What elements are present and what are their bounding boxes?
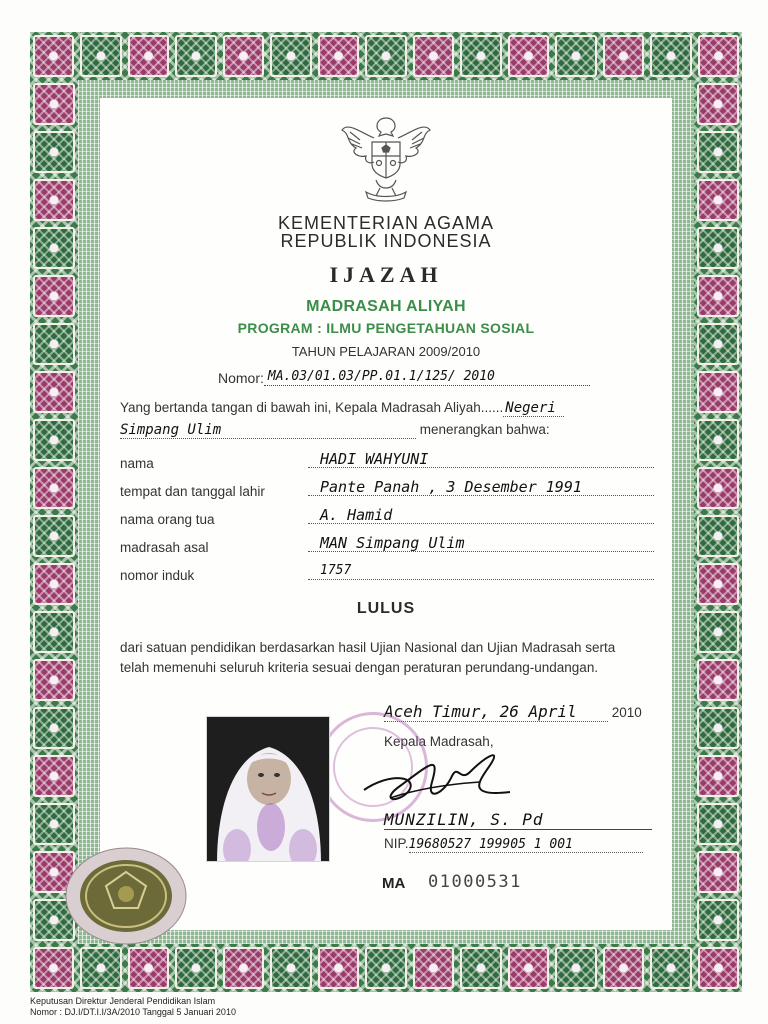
border-tile [697,899,739,941]
border-tile [603,947,644,989]
field-label-parent: nama orang tua [120,512,215,527]
border-tile [270,947,311,989]
border-tile [650,35,691,77]
certificate-number-row [218,368,590,386]
field-value-name: HADI WAHYUNI [308,450,654,468]
footer-line-2: Nomor : DJ.I/DT.I.I/3A/2010 Tanggal 5 Januari 2010 [30,1007,236,1017]
border-tile [175,947,216,989]
border-tile [33,83,75,125]
school-type: MADRASAH ALIYAH [306,298,466,315]
border-tile [697,563,739,605]
border-tile [33,275,75,317]
signature-scribble-icon [360,742,530,812]
border-tile [365,947,406,989]
border-tile [365,35,406,77]
border-tile [698,35,739,77]
border-tile [33,515,75,557]
certificate-title: IJAZAH [329,262,443,287]
border-tile [33,35,74,77]
border-tile [223,35,264,77]
border-left [30,80,78,944]
border-tile [175,35,216,77]
border-tile [318,35,359,77]
intro-suffix: menerangkan bahwa: [419,422,550,437]
border-tile [128,947,169,989]
border-tile [33,659,75,701]
border-tile [128,35,169,77]
border-tile [270,35,311,77]
field-label-origin-school: madrasah asal [120,540,209,555]
nip-row [384,836,643,853]
footer-decree [30,996,236,1018]
border-tile [223,947,264,989]
border-tile [33,563,75,605]
border-tile [697,179,739,221]
border-tile [318,947,359,989]
intro-text: Yang bertanda tangan di bawah ini, Kepala Madrasah Aliyah...... [120,400,504,415]
border-tile [33,371,75,413]
field-value-origin-school: MAN Simpang Ulim [308,534,654,552]
border-tile [555,947,596,989]
border-tile [413,947,454,989]
field-value-student-id: 1757 [308,562,654,580]
serial-prefix: MA [382,875,406,892]
intro-line-2 [120,422,550,439]
border-tile [697,707,739,749]
border-tile [33,179,75,221]
border-tile [697,83,739,125]
signer-role: Kepala Madrasah, [384,734,494,749]
statement-line-1: dari satuan pendidikan berdasarkan hasil Ujian Nasional dan Ujian Madrasah serta [120,640,616,655]
border-tile [697,851,739,893]
place-date-row [384,702,642,722]
border-tile [697,323,739,365]
border-bottom [30,944,742,992]
border-tile [413,35,454,77]
border-tile [33,227,75,269]
border-tile [697,611,739,653]
border-tile [33,419,75,461]
border-tile [33,755,75,797]
border-right [694,80,742,944]
certificate-number: MA.03/01.03/PP.01.1/125/ 2010 [264,370,590,386]
border-tile [697,227,739,269]
ministry-line-2: REPUBLIK INDONESIA [280,231,492,251]
hologram-seal-icon [62,844,190,948]
signer-name: MUNZILIN, S. Pd [384,810,544,829]
footer-line-1: Keputusan Direktur Jenderal Pendidikan Islam [30,996,216,1006]
field-label-student-id: nomor induk [120,568,195,583]
border-tile [80,947,121,989]
signature-year: 2010 [611,705,642,720]
border-tile [80,35,121,77]
border-tile [33,131,75,173]
border-tile [33,467,75,509]
border-tile [698,947,739,989]
student-photo [206,716,330,862]
serial-number: 01000531 [428,872,522,892]
field-value-birth: Pante Panah , 3 Desember 1991 [308,478,654,496]
field-label-name: nama [120,456,154,471]
statement-line-2: telah memenuhi seluruh kriteria sesuai dengan peraturan perundang-undangan. [120,660,599,675]
garuda-emblem-icon [336,108,436,204]
school-location-handwritten: Simpang Ulim [120,422,416,439]
border-tile [603,35,644,77]
border-tile [697,515,739,557]
border-tile [508,947,549,989]
border-tile [697,659,739,701]
field-value-parent: A. Hamid [308,506,654,524]
academic-year: TAHUN PELAJARAN 2009/2010 [291,344,481,359]
field-label-birth: tempat dan tanggal lahir [120,484,265,499]
nip-value: 19680527 199905 1 001 [409,837,643,853]
ministry-line-1: KEMENTERIAN AGAMA [277,213,495,233]
border-tile [697,419,739,461]
border-tile [33,323,75,365]
intro-line-1 [120,400,564,416]
border-tile [697,275,739,317]
border-tile [697,131,739,173]
border-tile [33,803,75,845]
border-tile [508,35,549,77]
border-tile [460,35,501,77]
place-date-handwritten: Aceh Timur, 26 April [384,702,608,722]
number-label: Nomor: [218,370,264,386]
border-tile [650,947,691,989]
signer-name-row [384,810,652,830]
border-tile [697,755,739,797]
nip-label: NIP. [384,836,409,851]
border-tile [555,35,596,77]
border-tile [697,803,739,845]
border-tile [33,707,75,749]
border-top [30,32,742,80]
program-name: PROGRAM : ILMU PENGETAHUAN SOSIAL [237,320,535,336]
border-tile [33,947,74,989]
school-status-handwritten: Negeri [503,400,564,417]
border-tile [460,947,501,989]
border-tile [697,467,739,509]
border-tile [33,611,75,653]
border-tile [697,371,739,413]
result-status: LULUS [356,600,416,617]
